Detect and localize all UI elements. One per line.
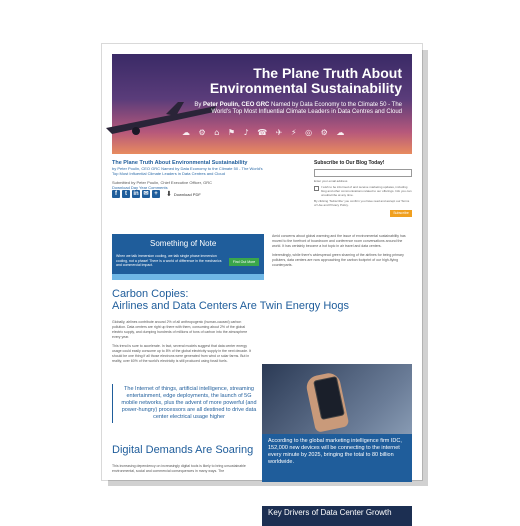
document-page xyxy=(102,44,422,517)
download-pdf-button[interactable]: ⬇ Download PDF xyxy=(166,191,201,198)
meta-links[interactable]: Download Day Year Comments xyxy=(112,185,168,190)
subscribe-form: Subscribe to Our Blog Today! Enter your email address I wish to be informed of and receive marketing updates, including blog and other communications related to our offerings. Info you can unsubscribe at any time. By clicking 'Subscribe' you confirm you have read and accept our Terms of Use and Privacy Policy. Subscribe xyxy=(314,160,412,215)
section1-body: Globally, airlines contribute around 2% of all anthropogenic (human-caused) carbon pollution. Data centers are right up there with them, consuming about 2% of the global electric supply, and dumping hundreds of millions of tons of carbon into the atmosphere every year. This trend is sure to accelerate. In fact, several models suggest that data center energy usage could easily consume up to 8% of the global electricity supply in the next decade. It should be one thing if all those electrons were generated from wind or solar farms. But in reality, over 60% of the world's electricity is still produced using fossil fuels. xyxy=(112,320,251,363)
consent-checkbox[interactable]: I wish to be informed of and receive marketing updates, including blog and other communications related to our offerings. Info you can unsubscribe at any time. xyxy=(314,185,412,197)
find-out-more-button[interactable]: Find Out More xyxy=(229,258,259,266)
hero-byline: By Peter Poulin, CEO GRC Named by Data Economy to the Climate 50 - The World's Top Most Influential Climate Leaders in Data Centres and Cloud xyxy=(194,102,402,115)
checkbox-icon xyxy=(314,186,319,191)
section-heading-digital-demands: Digital Demands Are Soaring xyxy=(112,444,254,456)
article-title: The Plane Truth About Environmental Sustainability xyxy=(112,160,248,166)
tech-icons-overlay: ☁ ⚙ ⌂ ⚑ ♪ ☎ ✈ ⚡ ◎ ⚙ ☁ xyxy=(182,128,348,137)
share-bar xyxy=(112,190,201,198)
plus-icon[interactable]: + xyxy=(152,190,160,198)
subscribe-button[interactable]: Subscribe xyxy=(390,210,412,217)
hero-title: The Plane Truth About Environmental Sustainability xyxy=(209,65,402,96)
key-drivers-box: Key Drivers of Data Center Growth xyxy=(262,506,412,526)
intro-text: Amid concerns about global warming and the issue of environmental sustainability has moved to the forefront of boardroom and conference room conversations around the world. It has certainly become a hot topic in air travel and data centers. Interestingly, while there's widespread green shaming of the airlines for being primary polluters, data centers are now approaching the carbon footprint of our high-flying counterparts. xyxy=(272,234,406,267)
pull-quote: The Internet of things, artificial intelligence, streaming entertainment, edge deployments, the launch of 5G mobile networks, plus the advent of more powerful (and power-hungry) processors are all destined to drive data center electrical usage higher xyxy=(112,384,266,423)
facebook-icon[interactable]: f xyxy=(112,190,120,198)
phone-photo xyxy=(262,364,412,482)
hero-banner xyxy=(112,54,412,154)
subscribe-title: Subscribe to Our Blog Today! xyxy=(314,160,385,166)
article-meta: The Plane Truth About Environmental Sustainability by Peter Poulin, CEO GRC Named by Data Economy to the Climate 50 - The World's Top Most Influential Climate Leaders in Data Centres and Cloud Submitted by Peter Poulin, Chief Executive Officer, GRC Download Day Year Comments xyxy=(112,160,292,190)
photo-caption: According to the global marketing intelligence firm IDC, 152,000 new devices will be connecting to the internet every minute by 2025, bringing the total to 80 billion worldwide. xyxy=(262,434,412,482)
linkedin-icon[interactable]: in xyxy=(133,191,139,197)
something-of-note-box: Something of Note When we talk immersion cooling, we talk single phase immersion cooling, not a phase! There is a world of difference in the mechanics and commercial impact. Find Out More xyxy=(112,234,264,280)
download-icon: ⬇ xyxy=(166,191,172,198)
section2-body: This increasing dependency on increasingly digital tools is likely to bring unsustainable environmental, social and commercial consequences in many ways. The xyxy=(112,464,246,473)
email-icon[interactable]: ✉ xyxy=(143,191,149,197)
email-field[interactable] xyxy=(314,169,412,177)
section-heading-carbon-copies: Carbon Copies: Airlines and Data Centers Are Twin Energy Hogs xyxy=(112,288,350,312)
twitter-icon[interactable]: t xyxy=(122,190,130,198)
